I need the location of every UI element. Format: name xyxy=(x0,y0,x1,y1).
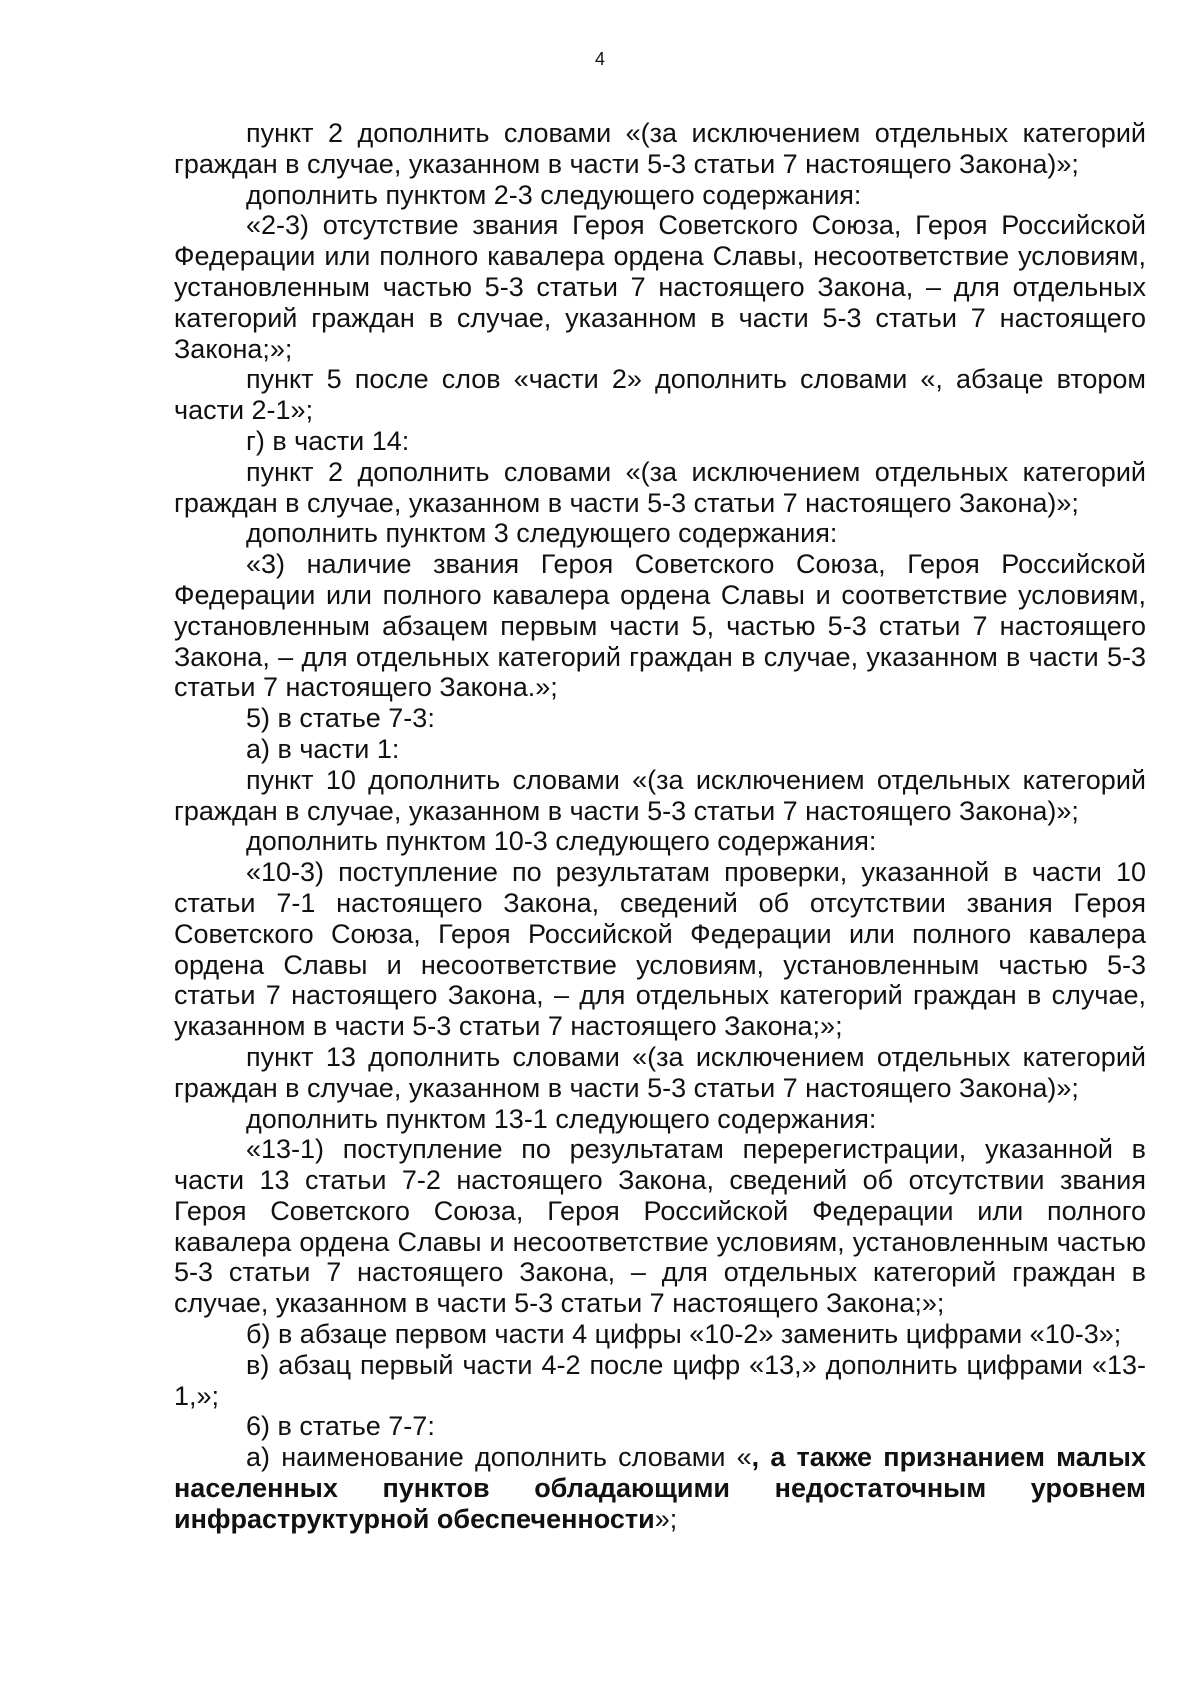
paragraph: в) абзац первый части 4-2 после цифр «13,» дополнить цифрами «13-1,»; xyxy=(174,1349,1146,1411)
paragraph: б) в абзаце первом части 4 цифры «10-2» заменить цифрами «10-3»; xyxy=(246,1319,1122,1350)
paragraph: дополнить пунктом 10-3 следующего содержания: xyxy=(246,826,877,857)
paragraph: пункт 10 дополнить словами «(за исключением отдельных категорий граждан в случае, указанном в части 5-3 статьи 7 настоящего Закона)»; xyxy=(174,764,1146,826)
paragraph-last xyxy=(174,1442,1146,1534)
paragraph: пункт 13 дополнить словами «(за исключением отдельных категорий граждан в случае, указанном в части 5-3 статьи 7 настоящего Закона)»; xyxy=(174,1041,1146,1103)
paragraph: пункт 5 после слов «части 2» дополнить словами «, абзаце втором части 2-1»; xyxy=(174,364,1146,426)
paragraph-suffix: »; xyxy=(654,1503,678,1534)
document-body xyxy=(174,118,1146,1535)
paragraph: дополнить пунктом 3 следующего содержания: xyxy=(246,518,838,549)
paragraph: а) в части 1: xyxy=(246,733,400,764)
paragraph: пункт 2 дополнить словами «(за исключением отдельных категорий граждан в случае, указанном в части 5-3 статьи 7 настоящего Закона)»; xyxy=(174,456,1146,518)
paragraph: «10-3) поступление по результатам проверки, указанной в части 10 статьи 7-1 настоящего Закона, сведений об отсутствии звания Героя Советского Союза, Героя Российской Федерации или полного кавалера ордена Славы и несоответствие условиям, установленным частью 5-3 статьи 7 настоящего Закона, – для отдельных категорий граждан в случае, указанном в части 5-3 статьи 7 настоящего Закона;»; xyxy=(174,857,1146,1042)
paragraph: дополнить пунктом 13-1 следующего содержания: xyxy=(246,1103,877,1134)
paragraph: пункт 2 дополнить словами «(за исключением отдельных категорий граждан в случае, указанном в части 5-3 статьи 7 настоящего Закона)»; xyxy=(174,118,1146,179)
paragraph: г) в части 14: xyxy=(246,425,410,456)
paragraph: дополнить пунктом 2-3 следующего содержания: xyxy=(246,179,862,210)
paragraph: «2-3) отсутствие звания Героя Советского Союза, Героя Российской Федерации или полного кавалера ордена Славы, несоответствие условиям, установленным частью 5-3 статьи 7 настоящего Закона, – для отдельных категорий граждан в случае, указанном в части 5-3 статьи 7 настоящего Закона;»; xyxy=(174,210,1146,364)
paragraph: «3) наличие звания Героя Советского Союза, Героя Российской Федерации или полного кавалера ордена Славы и соответствие условиям, установленным абзацем первым части 5, частью 5-3 статьи 7 настоящего Закона, – для отдельных категорий граждан в случае, указанном в части 5-3 статьи 7 настоящего Закона.»; xyxy=(174,549,1146,703)
paragraph: 6) в статье 7-7: xyxy=(246,1411,435,1442)
page-number: 4 xyxy=(594,49,605,69)
paragraph-prefix: а) наименование дополнить словами « xyxy=(246,1442,752,1473)
paragraph: 5) в статье 7-3: xyxy=(246,703,435,734)
bold-insertion-text: , а также признанием малых населенных пунктов обладающими недостаточным уровнем инфраструктурной обеспеченности xyxy=(174,1442,1146,1534)
paragraph: «13-1) поступление по результатам перерегистрации, указанной в части 13 статьи 7-2 настоящего Закона, сведений об отсутствии звания Героя Советского Союза, Героя Российской Федерации или полного кавалера ордена Славы и несоответствие условиям, установленным частью 5-3 статьи 7 настоящего Закона, – для отдельных категорий граждан в случае, указанном в части 5-3 статьи 7 настоящего Закона;»; xyxy=(174,1134,1146,1319)
